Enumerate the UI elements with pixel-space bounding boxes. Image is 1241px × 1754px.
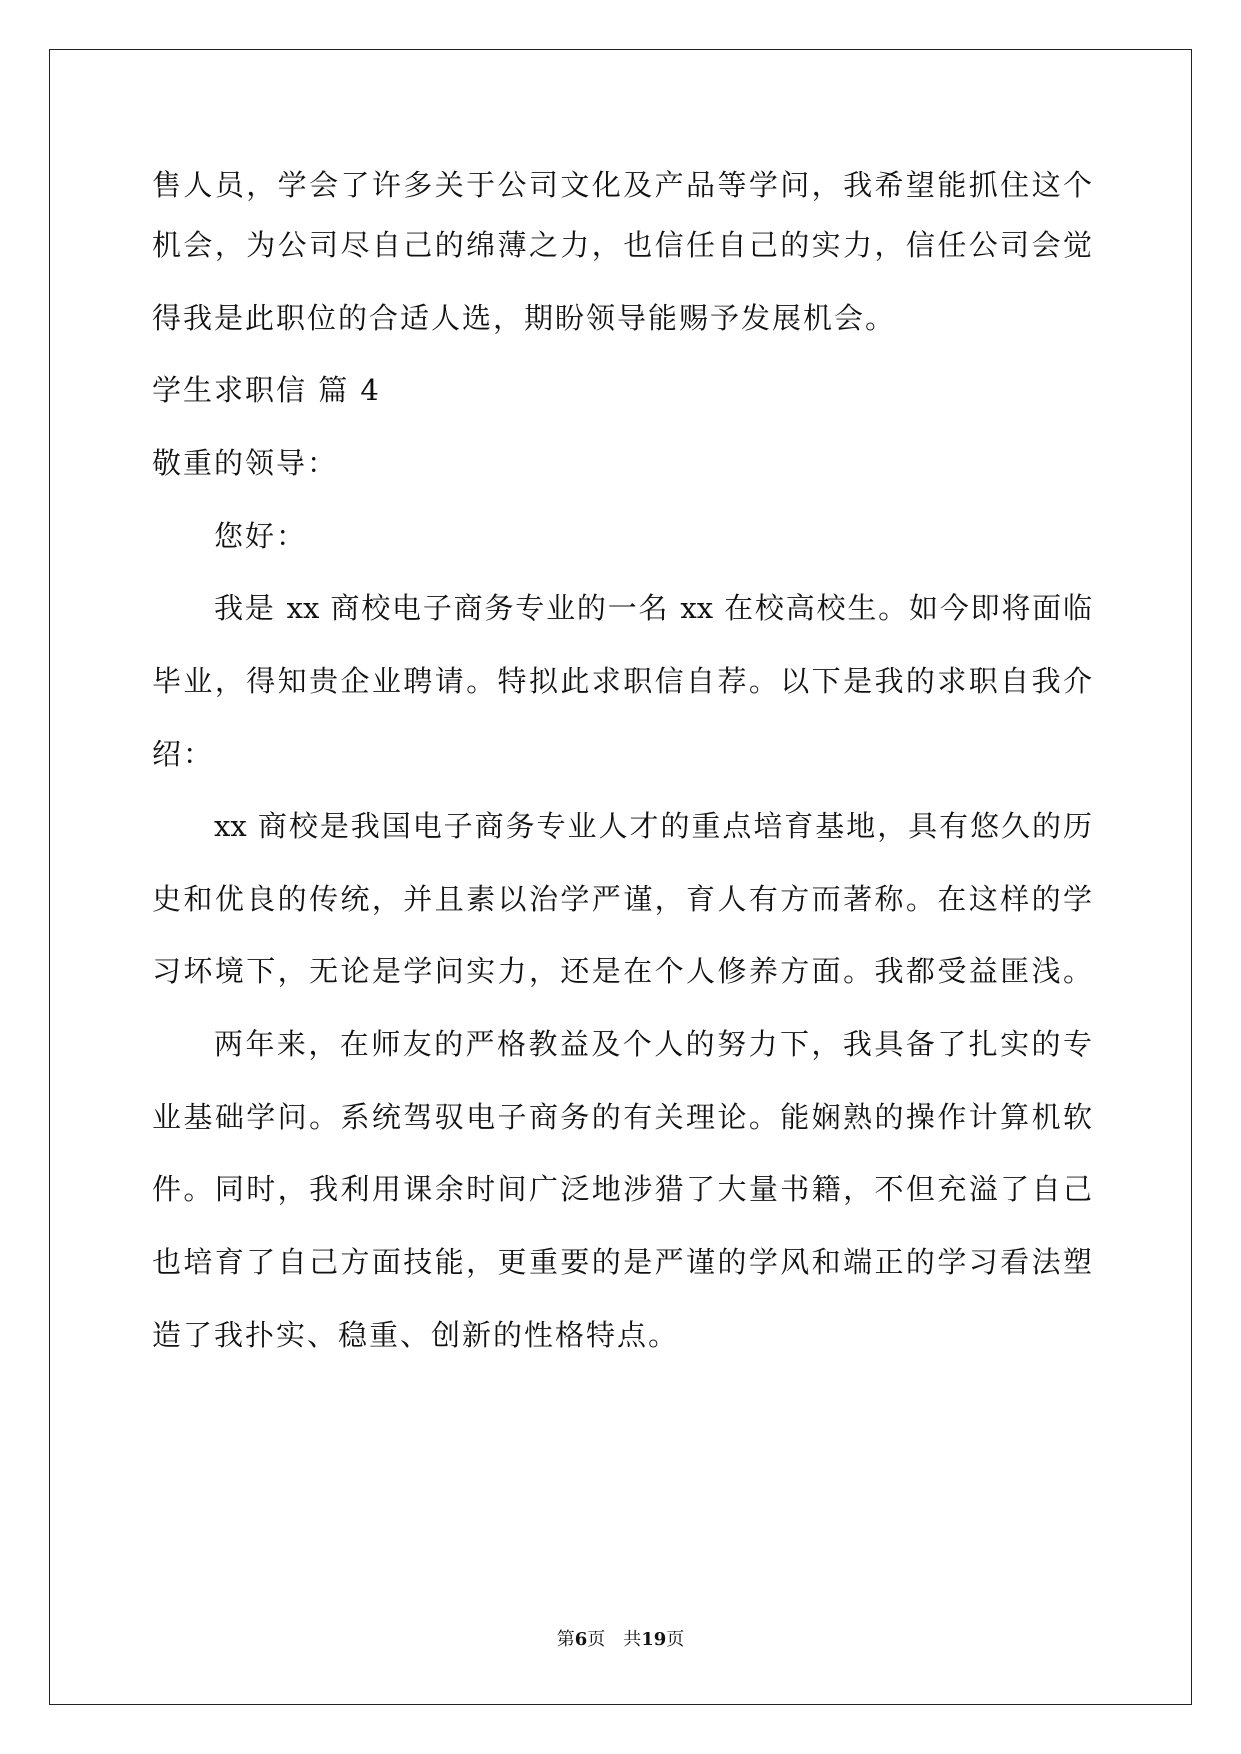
text-line-12: 习坏境下，无论是学问实力，还是在个人修养方面。我都受益匪浅。: [152, 954, 1092, 988]
text-line-16: 也培育了自己方面技能，更重要的是严谨的学风和端正的学习看法塑: [152, 1245, 1092, 1279]
text-line-7: 我是 xx 商校电子商务专业的一名 xx 在校高校生。如今即将面临: [214, 591, 1092, 625]
text-line-10: xx 商校是我国电子商务专业人才的重点培育基地，具有悠久的历: [214, 809, 1092, 843]
footer-page-number: 6: [574, 1629, 588, 1650]
footer-middle: 页 共: [587, 1629, 642, 1650]
text-line-13: 两年来，在师友的严格教益及个人的努力下，我具备了扎实的专: [214, 1027, 1092, 1061]
page-footer: [0, 1628, 1241, 1652]
text-line-8: 毕业，得知贵企业聘请。特拟此求职信自荐。以下是我的求职自我介: [152, 664, 1092, 698]
greeting: 您好：: [214, 519, 308, 553]
text-line-3: 得我是此职位的合适人选，期盼领导能赐予发展机会。: [152, 301, 897, 335]
footer-total-pages: 19: [641, 1629, 667, 1650]
text-line-15: 件。同时，我利用课余时间广泛地涉猎了大量书籍，不但充溢了自己: [152, 1172, 1092, 1206]
text-line-14: 业基础学问。系统驾驭电子商务的有关理论。能娴熟的操作计算机软: [152, 1100, 1092, 1134]
footer-suffix: 页: [666, 1629, 685, 1650]
salutation: 敬重的领导：: [152, 446, 339, 480]
text-line-1: 售人员，学会了许多关于公司文化及产品等学问，我希望能抓住这个: [152, 168, 1092, 202]
text-line-9: 绍：: [152, 737, 215, 771]
section-heading: 学生求职信 篇 4: [152, 373, 381, 407]
text-line-2: 机会，为公司尽自己的绵薄之力，也信任自己的实力，信任公司会觉: [152, 228, 1092, 262]
text-line-17: 造了我扑实、稳重、创新的性格特点。: [152, 1318, 680, 1352]
footer-prefix: 第: [556, 1629, 575, 1650]
text-line-11: 史和优良的传统，并且素以治学严谨，育人有方而著称。在这样的学: [152, 882, 1092, 916]
